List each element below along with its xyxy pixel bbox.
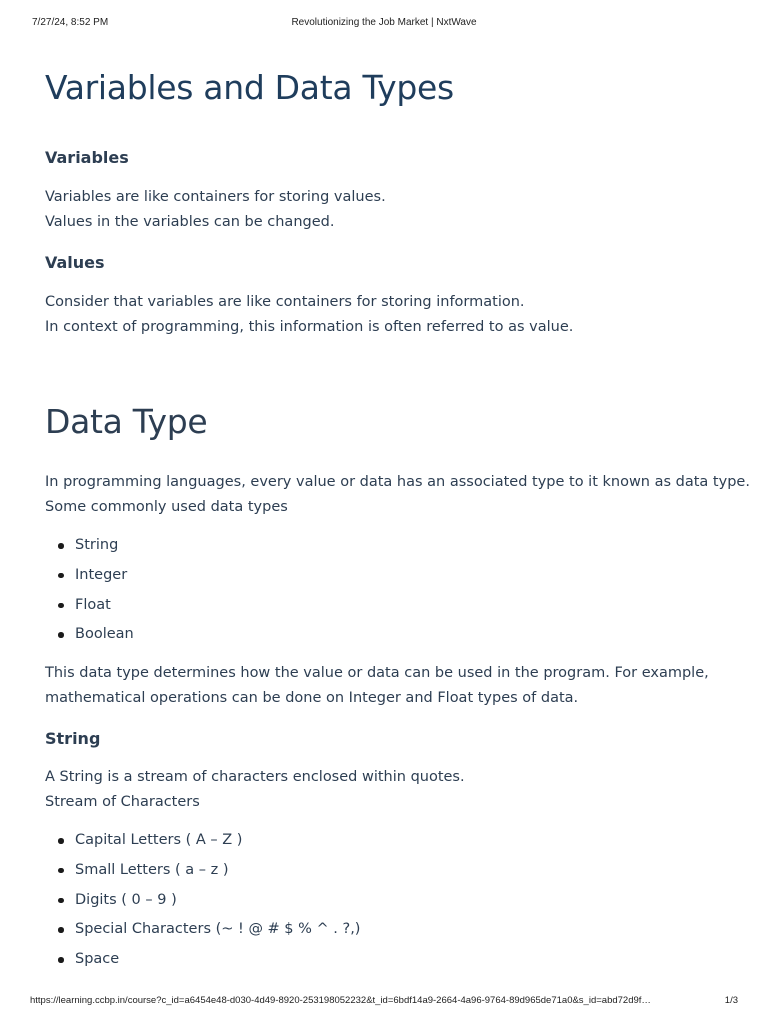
print-header: [32, 17, 736, 31]
list-item: Float: [45, 595, 134, 625]
list-item: Capital Letters ( A – Z ): [45, 830, 360, 860]
bullet-icon: [58, 927, 64, 933]
print-page-title: Revolutionizing the Job Market | NxtWave: [291, 17, 477, 28]
values-line-2: In context of programming, this information is often referred to as value.: [45, 319, 574, 335]
string-line-1: A String is a stream of characters enclosed within quotes.: [45, 769, 465, 785]
page-number: 1/3: [724, 995, 738, 1006]
data-type-note-2: mathematical operations can be done on Integer and Float types of data.: [45, 690, 579, 706]
bullet-icon: [58, 573, 64, 579]
bullet-icon: [58, 868, 64, 874]
variables-line-1: Variables are like containers for storing values.: [45, 189, 386, 205]
list-item: Boolean: [45, 624, 134, 654]
bullet-icon: [58, 632, 64, 638]
data-type-title: Data Type: [45, 402, 208, 441]
list-item: Integer: [45, 565, 134, 595]
string-heading: String: [45, 729, 101, 748]
variables-heading: Variables: [45, 148, 129, 167]
bullet-icon: [58, 543, 64, 549]
bullet-icon: [58, 603, 64, 609]
list-item: Special Characters (~ ! @ # $ % ^ . ?,): [45, 919, 360, 949]
bullet-icon: [58, 898, 64, 904]
list-item: Digits ( 0 – 9 ): [45, 890, 360, 920]
data-types-list: [45, 535, 134, 654]
bullet-icon: [58, 957, 64, 963]
list-item: Space: [45, 949, 360, 979]
data-type-intro-1: In programming languages, every value or data has an associated type to it known as data type.: [45, 474, 750, 490]
values-heading: Values: [45, 253, 105, 272]
page-title: Variables and Data Types: [45, 68, 454, 107]
page-url: https://learning.ccbp.in/course?c_id=a6454e48-d030-4d49-8920-253198052232&t_id=6bdf14a9-2664-4a96-9764-89d965de71a0&s_id=abd72d9f…: [30, 995, 651, 1006]
list-item: Small Letters ( a – z ): [45, 860, 360, 890]
data-type-note-1: This data type determines how the value or data can be used in the program. For example,: [45, 665, 709, 681]
string-line-2: Stream of Characters: [45, 794, 200, 810]
bullet-icon: [58, 838, 64, 844]
print-date: 7/27/24, 8:52 PM: [32, 17, 109, 28]
data-type-intro-2: Some commonly used data types: [45, 499, 288, 515]
string-characters-list: [45, 830, 360, 979]
print-footer: [32, 995, 738, 1009]
values-line-1: Consider that variables are like containers for storing information.: [45, 294, 525, 310]
list-item: String: [45, 535, 134, 565]
variables-line-2: Values in the variables can be changed.: [45, 214, 335, 230]
